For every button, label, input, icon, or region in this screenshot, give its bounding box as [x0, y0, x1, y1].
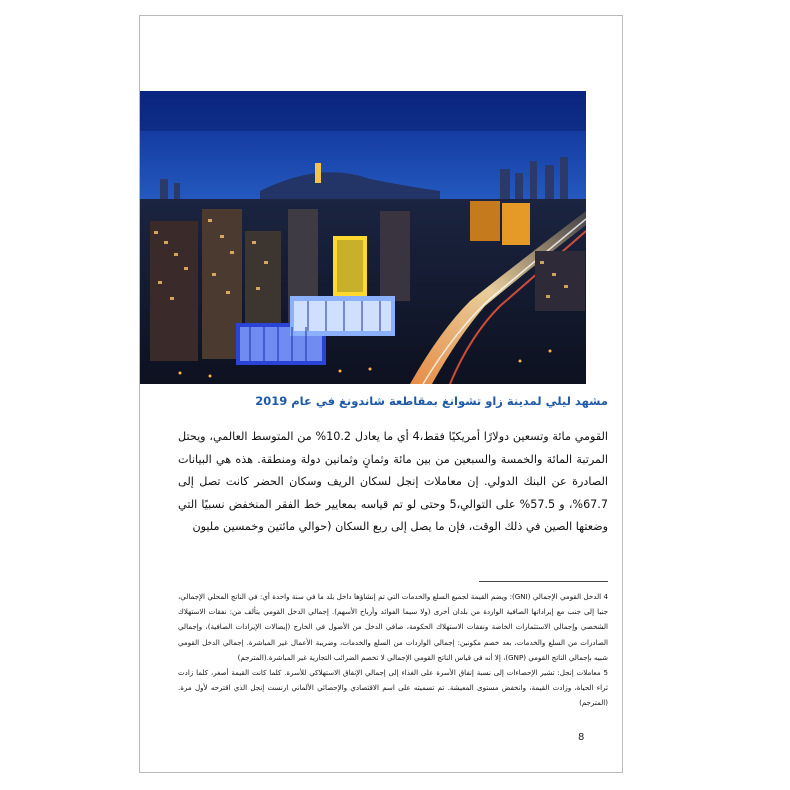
footnote-4: 4 الدخل القومي الإجمالي (GNI): ويضم القيمة لجميع السلع والخدمات التي تم إنشاؤها داخل بلد ما في سنة واحدة أي: في الناتج المحلي الإجمالي، جنبا إلى جنب مع إيراداتها الصافية الواردة من بلدان أخرى (ولا سيما الفوائد وأرباح الأسهم). إجمالي الدخل القومي يتألف من: نفقات الاستهلاك الشخصي وإجمالي الاستثمارات الخاصة ونفقات الاستهلاك الحكومة، صافي الدخل من الأصول في الخارج (إيصالات الإيرادات الصافية)، وإجمالي الصادرات من السلع والخدمات، بعد خصم مكونين: إجمالي الواردات من السلع والخدمات، وضريبة الأعمال غير المباشرة. إجمالي الدخل القومي شبيه بإجمالي الناتج القومي (GNP)، إلا أنه في قياس الناتج القومي الإجمالي لا تخصم الضرائب التجارية غير المباشرة.(المترجم)	[178, 592, 608, 662]
page-number: 8	[578, 732, 585, 743]
city-night-photo	[140, 91, 586, 384]
city-night-illustration	[140, 91, 586, 384]
document-page	[139, 15, 623, 773]
figure-caption: مشهد ليلي لمدينة زاو تشوانغ بمقاطعة شاندونغ في عام 2019	[255, 394, 608, 408]
footnote-divider	[479, 581, 608, 582]
body-paragraph-text: القومي مائة وتسعين دولارًا أمريكيًا فقط،4 أي ما يعادل 10.2% من المتوسط العالمي، ويحتل المرتبة المائة والخمسة والسبعين من بين مائة وثمانٍ وثمانين دولة ومنطقة. هذه هي البيانات الصادرة عن البنك الدولي. إن معاملات إنجل لسكان الريف وسكان الحضر كانت تصل إلى 67.7%، و 57.5% على التوالي،5 وحتى لو تم قياسه بمعايير خط الفقر المنخفض نسبيًا التي وضعتها الصين في ذلك الوقت، فإن ما يصل إلى ربع السكان (حوالي مائتين وخمسين مليون	[178, 430, 609, 534]
body-paragraph	[178, 426, 608, 539]
footnotes	[178, 589, 608, 711]
footnote-5: 5 معاملات إنجل: تشير الإحصاءات إلى نسبة إنفاق الأسرة على الغذاء إلى إجمالي الإنفاق الاستهلاكي للأسرة. كلما كانت القيمة أصغر، كلما زادت ثراء الحياة، وزادت القيمة، وانخفض مستوى المعيشة. تم تسميته على اسم الاقتصادي والإحصائي الألماني ارنست إنجل الذي اقترحه لأول مرة.(المترجم)	[178, 668, 608, 708]
